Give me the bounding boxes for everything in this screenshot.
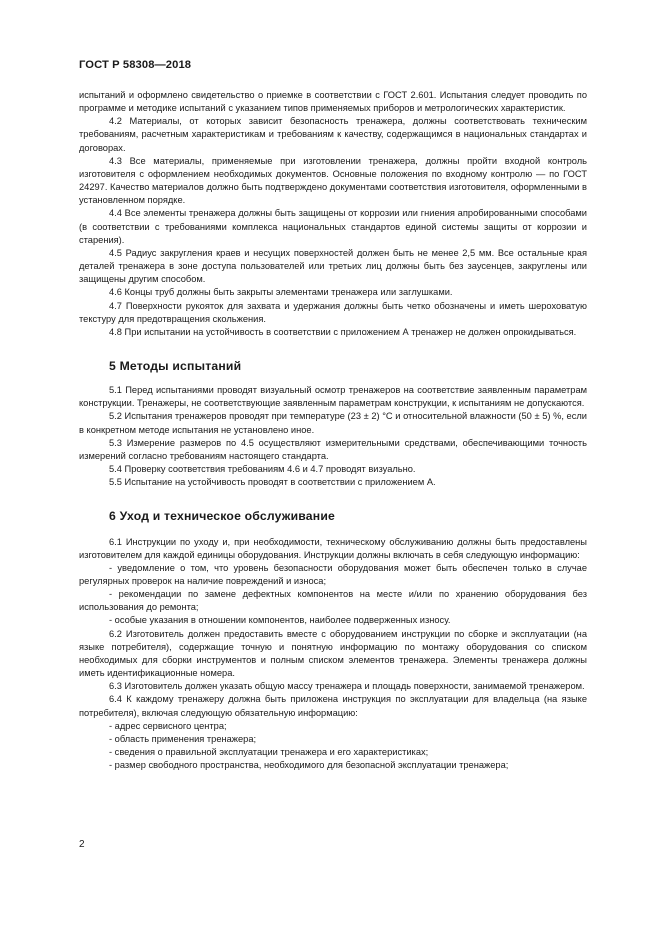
list-item: - особые указания в отношении компонентов, наиболее подверженных износу. (109, 615, 451, 626)
list-item: - область применения тренажера; (109, 733, 257, 744)
document-header: ГОСТ Р 58308—2018 (79, 59, 192, 71)
paragraph-continuation: испытаний и оформлено свидетельство о приемке в соответствии с ГОСТ 2.601. Испытания следует проводить по программе и методике испытаний с указанием типов применяемых приборов и метрологических характеристик. (79, 90, 587, 114)
clause-4-8: 4.8 При испытании на устойчивость в соответствии с приложением А тренажер не должен опрокидываться. (109, 326, 577, 337)
section-6-heading: 6 Уход и техническое обслуживание (109, 509, 336, 524)
clause-4-3: 4.3 Все материалы, применяемые при изготовлении тренажера, должны пройти входной контроль изготовителя с оформлением необходимых документов. Основные положения по входному контролю — по ГОСТ 24297. Качество материалов должно быть подтверждено документами соответствия изготовителя, оформленными в установленном порядке. (79, 155, 587, 206)
section-5-heading: 5 Методы испытаний (109, 358, 242, 373)
clause-4-6: 4.6 Концы труб должны быть закрыты элементами тренажера или заглушками. (109, 287, 453, 298)
document-body (79, 89, 587, 772)
clause-4-4: 4.4 Все элементы тренажера должны быть защищены от коррозии или гниения апробированными способами (в соответствии с требованиями комплекса национальных стандартов единой системы защиты от коррозии и старения). (79, 208, 587, 245)
clause-5-1: 5.1 Перед испытаниями проводят визуальный осмотр тренажеров на соответствие заявленным параметрам конструкции. Тренажеры, не соответствующие заявленным параметрам конструкции, к испытаниям не допускаются. (79, 385, 587, 409)
list-item: - рекомендации по замене дефектных компонентов на месте и/или по хранению оборудования без использования до ремонта; (79, 589, 587, 613)
clause-5-4: 5.4 Проверку соответствия требованиям 4.6 и 4.7 проводят визуально. (109, 464, 416, 475)
clause-6-2: 6.2 Изготовитель должен предоставить вместе с оборудованием инструкции по сборке и эксплуатации (на языке потребителя), содержащие точную и понятную информацию по монтажу оборудования со списком необходимых для сборки инструментов и полным списком элементов тренажера. Элементы тренажера должны иметь идентификационные номера. (79, 628, 587, 679)
clause-4-7: 4.7 Поверхности рукояток для захвата и удержания должны быть четко обозначены и иметь шероховатую текстуру для предотвращения скольжения. (79, 300, 587, 324)
list-item: - сведения о правильной эксплуатации тренажера и его характеристиках; (109, 747, 429, 758)
clause-6-1: 6.1 Инструкции по уходу и, при необходимости, техническому обслуживанию должны быть предоставлены изготовителем для каждой единицы оборудования. Инструкции должны включать в себя следующую информацию: (79, 536, 587, 560)
list-item: - адрес сервисного центра; (109, 720, 227, 731)
clause-6-3: 6.3 Изготовитель должен указать общую массу тренажера и площадь поверхности, занимаемой тренажером. (109, 681, 585, 692)
clause-4-5: 4.5 Радиус закругления краев и несущих поверхностей должен быть не менее 2,5 мм. Все остальные края деталей тренажера в зоне доступа пользователей или третьих лиц должны быть без заусенцев, закруглены или защищены другим способом. (79, 247, 587, 285)
clause-5-5: 5.5 Испытание на устойчивость проводят в соответствии с приложением А. (109, 477, 436, 488)
clause-5-2: 5.2 Испытания тренажеров проводят при температуре (23 ± 2) °С и относительной влажности (50 ± 5) %, если в конкретном методе испытания не установлено иное. (79, 411, 587, 435)
list-item: - размер свободного пространства, необходимого для безопасной эксплуатации тренажера; (109, 760, 509, 771)
clause-4-2: 4.2 Материалы, от которых зависит безопасность тренажера, должны соответствовать техническим требованиям, расчетным характеристикам и требованиям к качеству, содержащимся в национальных стандартах и договорах. (79, 116, 587, 153)
clause-6-4: 6.4 К каждому тренажеру должна быть приложена инструкция по эксплуатации для владельца (на языке потребителя), включая следующую обязательную информацию: (79, 694, 587, 718)
clause-5-3: 5.3 Измерение размеров по 4.5 осуществляют измерительными средствами, обеспечивающими точность измерений согласно требованиям настоящего стандарта. (79, 437, 587, 461)
list-item: - уведомление о том, что уровень безопасности оборудования может быть обеспечен только в случае регулярных проверок на наличие повреждений и износа; (79, 562, 587, 586)
page-number: 2 (79, 839, 85, 850)
